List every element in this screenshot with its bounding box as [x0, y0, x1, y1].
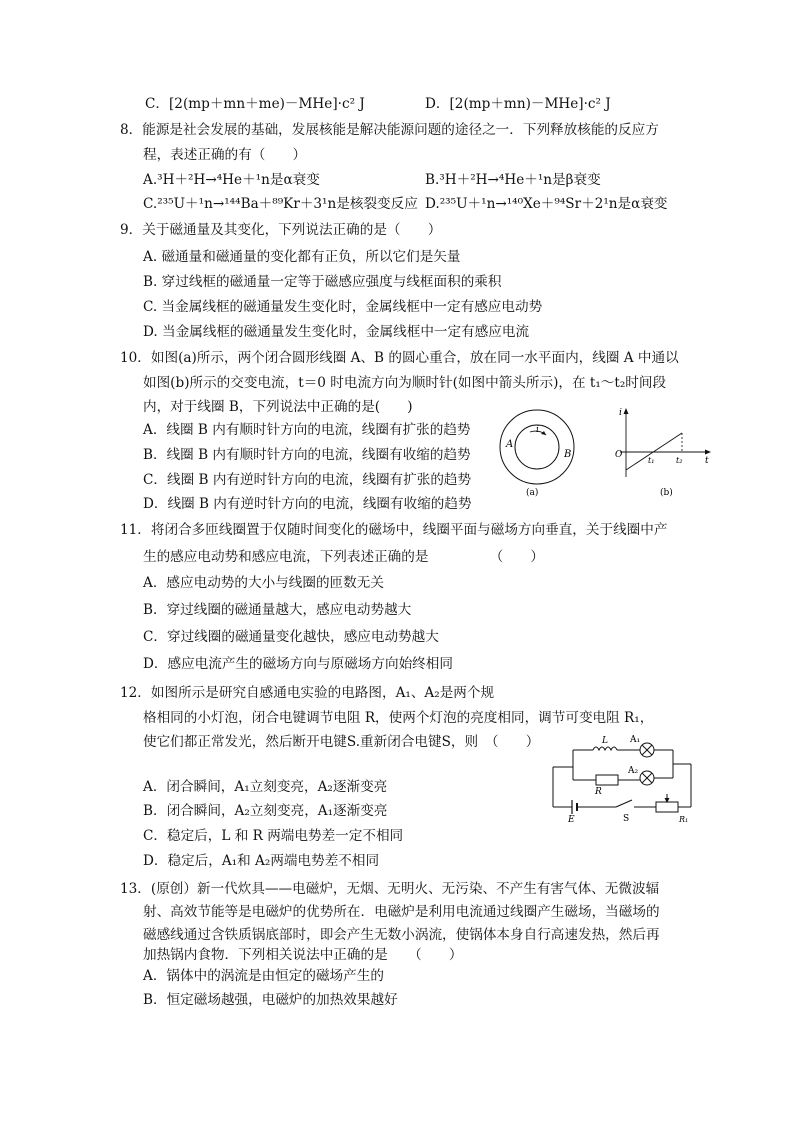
q11-stem-line2: 生的感应电动势和感应电流，下列表述正确的是 （ ）: [143, 549, 545, 565]
q8-stem-line2: 程，表述正确的有（ ）: [143, 147, 307, 163]
q8-option-b: B.³H＋²H→⁴He＋¹n是β衰变: [425, 172, 601, 188]
label-b: B: [564, 449, 572, 460]
q11-option-d: D．感应电流产生的磁场方向与原磁场方向始终相同: [143, 656, 453, 672]
q8-option-d: D.²³⁵U＋¹n→¹⁴⁰Xe＋⁹⁴Sr＋2¹n是α衰变: [425, 196, 668, 212]
label-t1: t₁: [648, 456, 655, 465]
switch-s-icon: [616, 800, 632, 807]
label-i: i: [536, 425, 539, 435]
q13-option-b: B．恒定磁场越强，电磁炉的加热效果越好: [143, 992, 398, 1008]
label-a: A: [506, 439, 514, 450]
q12-option-d: D．稳定后，A₁和 A₂两端电势差不相同: [143, 853, 380, 869]
q12-option-b: B．闭合瞬间，A₂立刻变亮，A₁逐渐变亮: [143, 803, 388, 819]
q10-stem-line3: 内，对于线圈 B，下列说法中正确的是( ): [143, 399, 413, 415]
inductor-icon: [593, 747, 617, 750]
label-s: S: [623, 814, 630, 822]
q10-figure-b: [610, 405, 715, 500]
q13-stem-line2: 射、高效节能等是电磁炉的优势所在．电磁炉是利用电流通过线圈产生磁场，当磁场的: [143, 904, 660, 920]
q11-option-c: C．穿过线圈的磁通量变化越快，感应电动势越大: [143, 629, 439, 645]
label-e: E: [568, 815, 575, 822]
q8-stem-line1: 8．能源是社会发展的基础，发展核能是解决能源问题的途径之一．下列释放核能的反应方: [120, 122, 659, 138]
q10-option-a: A．线圈 B 内有顺时针方向的电流，线圈有扩张的趋势: [143, 422, 471, 438]
q12-option-a: A．闭合瞬间，A₁立刻变亮，A₂逐渐变亮: [143, 779, 388, 795]
q7-option-d: D．[2(mp＋mn)－MHe]·c² J: [425, 96, 611, 112]
label-r1: R₁: [679, 815, 689, 822]
label-t: t: [705, 456, 709, 466]
label-t2: t₂: [676, 456, 683, 465]
q13-stem-line4: 加热锅内食物．下列相关说法中正确的是 （ ）: [143, 947, 463, 963]
label-a1: A₁: [630, 735, 641, 745]
q7-option-c: C．[2(mp＋mn＋me)－MHe]·c² J: [145, 96, 365, 112]
q13-stem-line1: 13．(原创）新一代炊具——电磁炉，无烟、无明火、无污染、不产生有害气体、无微波辐: [120, 881, 660, 897]
q9-option-a: A. 磁通量和磁通量的变化都有正负，所以它们是矢量: [143, 249, 461, 265]
q13-option-a: A．锅体中的涡流是由恒定的磁场产生的: [143, 968, 384, 984]
q12-stem-line1: 12．如图所示是研究自感通电实验的电路图，A₁、A₂是两个规: [120, 685, 495, 701]
q10-option-c: C．线圈 B 内有逆时针方向的电流，线圈有扩张的趋势: [143, 472, 472, 488]
label-r: R: [595, 787, 602, 797]
x-axis-arrow-icon: [705, 450, 711, 455]
q12-circuit-diagram: [548, 732, 708, 822]
caption-b: (b): [660, 488, 673, 498]
label-i-axis: i: [619, 408, 622, 418]
label-origin: O: [615, 450, 623, 460]
q9-option-b: B. 穿过线框的磁通量一定等于磁感应强度与线框面积的乘积: [143, 274, 502, 290]
q11-stem-line1: 11．将闭合多匝线圈置于仅随时间变化的磁场中，线圈平面与磁场方向垂直，关于线圈中产: [120, 522, 668, 538]
q8-option-a: A.³H＋²H→⁴He＋¹n是α衰变: [143, 172, 320, 188]
arrow-head-icon: [541, 431, 546, 435]
q10-stem-line1: 10．如图(a)所示，两个闭合圆形线圈 A、B 的圆心重合，放在同一水平面内，线圈 A 中通以: [120, 350, 679, 366]
q9-stem: 9．关于磁通量及其变化，下列说法正确的是（ ）: [120, 222, 442, 238]
q10-option-d: D．线圈 B 内有逆时针方向的电流，线圈有收缩的趋势: [143, 496, 472, 512]
q11-option-a: A．感应电动势的大小与线圈的匝数无关: [143, 575, 384, 591]
y-axis-arrow-icon: [624, 408, 629, 414]
q10-option-b: B．线圈 B 内有顺时针方向的电流，线圈有收缩的趋势: [143, 447, 471, 463]
q9-option-c: C. 当金属线框的磁通量发生变化时，金属线框中一定有感应电动势: [143, 299, 543, 315]
variable-resistor-r1-icon: [656, 802, 678, 812]
q12-stem-line3: 使它们都正常发光，然后断开电键S.重新闭合电键S，则 （ ）: [143, 734, 540, 750]
resistor-r-icon: [596, 775, 618, 785]
q8-option-c: C.²³⁵U＋¹n→¹⁴⁴Ba＋⁸⁹Kr＋3¹n是核裂变反应: [143, 196, 418, 212]
q12-stem-line2: 格相同的小灯泡，闭合电键调节电阻 R，使两个灯泡的亮度相同，调节可变电阻 R₁，: [143, 710, 654, 726]
label-l: L: [602, 736, 608, 746]
q10-figure-a: [490, 405, 590, 500]
q13-stem-line3: 磁感线通过含铁质锅底部时，即会产生无数小涡流，使锅体本身自行高速发热，然后再: [143, 927, 660, 943]
q12-option-c: C．稳定后，L 和 R 两端电势差一定不相同: [143, 828, 404, 844]
q9-option-d: D. 当金属线框的磁通量发生变化时，金属线框中一定有感应电流: [143, 324, 530, 340]
caption-a: (a): [526, 488, 539, 498]
q11-option-b: B．穿过线圈的磁通量越大，感应电动势越大: [143, 602, 412, 618]
label-a2: A₂: [628, 766, 639, 776]
q10-stem-line2: 如图(b)所示的交变电流，t＝0 时电流方向为顺时针(如图中箭头所示)，在 t₁～t₂时间段: [143, 375, 667, 391]
